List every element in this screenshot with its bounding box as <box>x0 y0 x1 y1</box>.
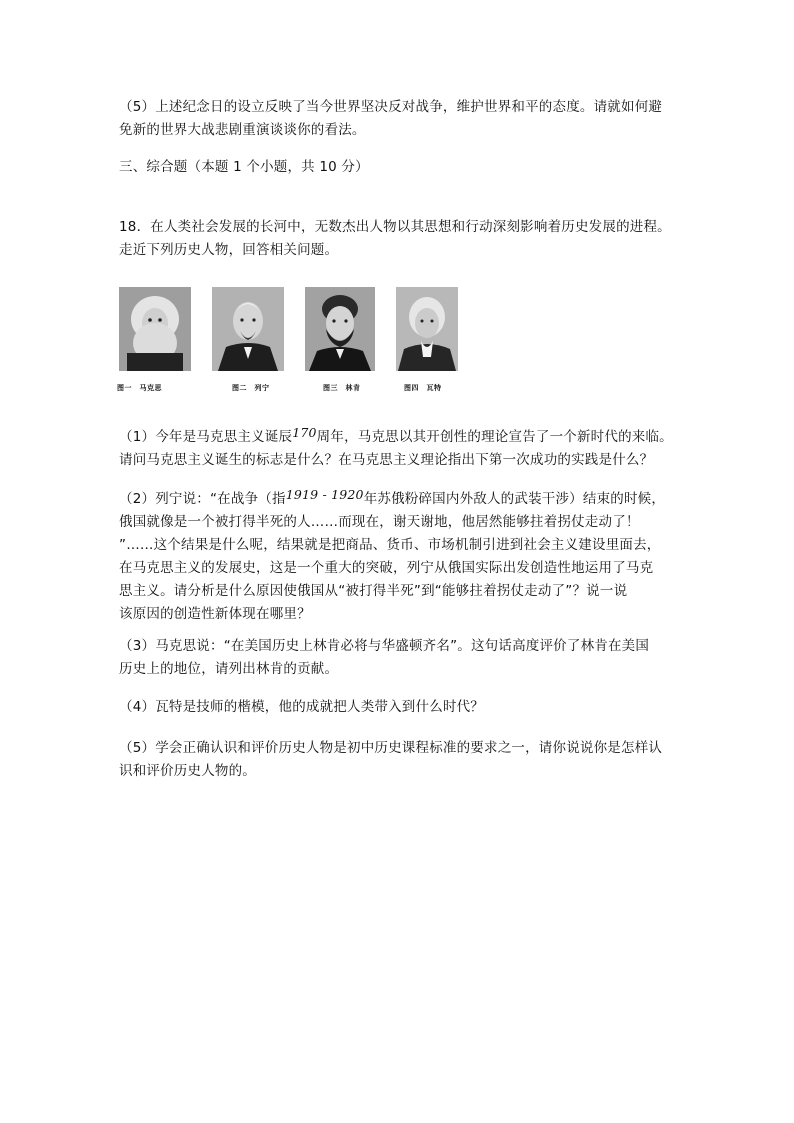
text-line <box>119 425 679 449</box>
text-segment: （1）今年是马克思主义诞辰 <box>119 429 293 445</box>
text-line: 走近下列历史人物，回答相关问题。 <box>119 242 339 258</box>
italic-years: 1919 - 1920 <box>285 487 364 502</box>
portrait-lenin-image <box>212 287 284 371</box>
sub-question-4 <box>119 696 679 719</box>
text-line: （5）上述纪念日的设立反映了当今世界坚决反对战争，维护世界和平的态度。请就如何避 <box>119 99 663 115</box>
question-5-previous <box>119 96 679 142</box>
question-18-intro <box>119 216 679 262</box>
text-line: 识和评价历史人物的。 <box>119 763 256 779</box>
section-heading <box>119 156 679 179</box>
portrait-lincoln-image <box>305 287 375 371</box>
text-line: 在马克思主义的发展史，这是一个重大的突破，列宁从俄国实际出发创造性地运用了马克 <box>119 560 654 576</box>
text-line: 请问马克思主义诞生的标志是什么？在马克思主义理论指出下第一次成功的实践是什么？ <box>119 452 654 468</box>
text-line: 俄国就像是一个被打得半死的人……而现在，谢天谢地，他居然能够拄着拐仗走动了！ <box>119 514 640 530</box>
portrait-watt-image <box>396 287 458 371</box>
sub-question-5 <box>119 737 679 783</box>
text-line <box>119 487 679 511</box>
figure-caption: 图三 林肯 <box>323 384 361 392</box>
text-line: 该原因的创造性新体现在哪里？ <box>119 606 311 622</box>
text-line: （3）马克思说：“在美国历史上林肯必将与华盛顿齐名”。这句话高度评价了林肯在美国 <box>119 638 650 654</box>
text-line: 18．在人类社会发展的长河中，无数杰出人物以其思想和行动深刻影响着历史发展的进程。 <box>119 219 671 235</box>
text-line: 免新的世界大战悲剧重演谈谈你的看法。 <box>119 122 366 138</box>
portrait-marx-image <box>119 287 191 371</box>
italic-number: 170 <box>292 425 317 440</box>
section-title: 三、综合题（本题 1 个小题，共 10 分） <box>119 159 369 175</box>
text-line: 思主义。请分析是什么原因使俄国从“被打得半死”到“能够拄着拐仗走动了”？说一说 <box>119 583 628 599</box>
text-segment: 年苏俄粉碎国内外敌人的武装干涉）结束的时候， <box>363 491 666 507</box>
sub-question-1 <box>119 425 679 472</box>
text-line: （4）瓦特是技师的楷模，他的成就把人类带入到什么时代？ <box>119 699 484 715</box>
text-line: ”……这个结果是什么呢，结果就是把商品、货币、市场机制引进到社会主义建设里面去， <box>119 537 661 553</box>
text-segment: 周年，马克思以其开创性的理论宣告了一个新时代的来临。 <box>316 429 673 445</box>
text-line: 历史上的地位，请列出林肯的贡献。 <box>119 661 339 677</box>
text-line: （5）学会正确认识和评价历史人物是初中历史课程标准的要求之一，请你说说你是怎样认 <box>119 740 663 756</box>
figure-caption: 图一 马克思 <box>117 384 162 392</box>
figure-caption: 图二 列宁 <box>232 384 270 392</box>
figure-caption: 图四 瓦特 <box>404 384 442 392</box>
sub-question-3 <box>119 635 679 681</box>
sub-question-2 <box>119 487 679 626</box>
text-segment: （2）列宁说：“在战争（指 <box>119 491 286 507</box>
portrait-figures <box>119 287 464 397</box>
